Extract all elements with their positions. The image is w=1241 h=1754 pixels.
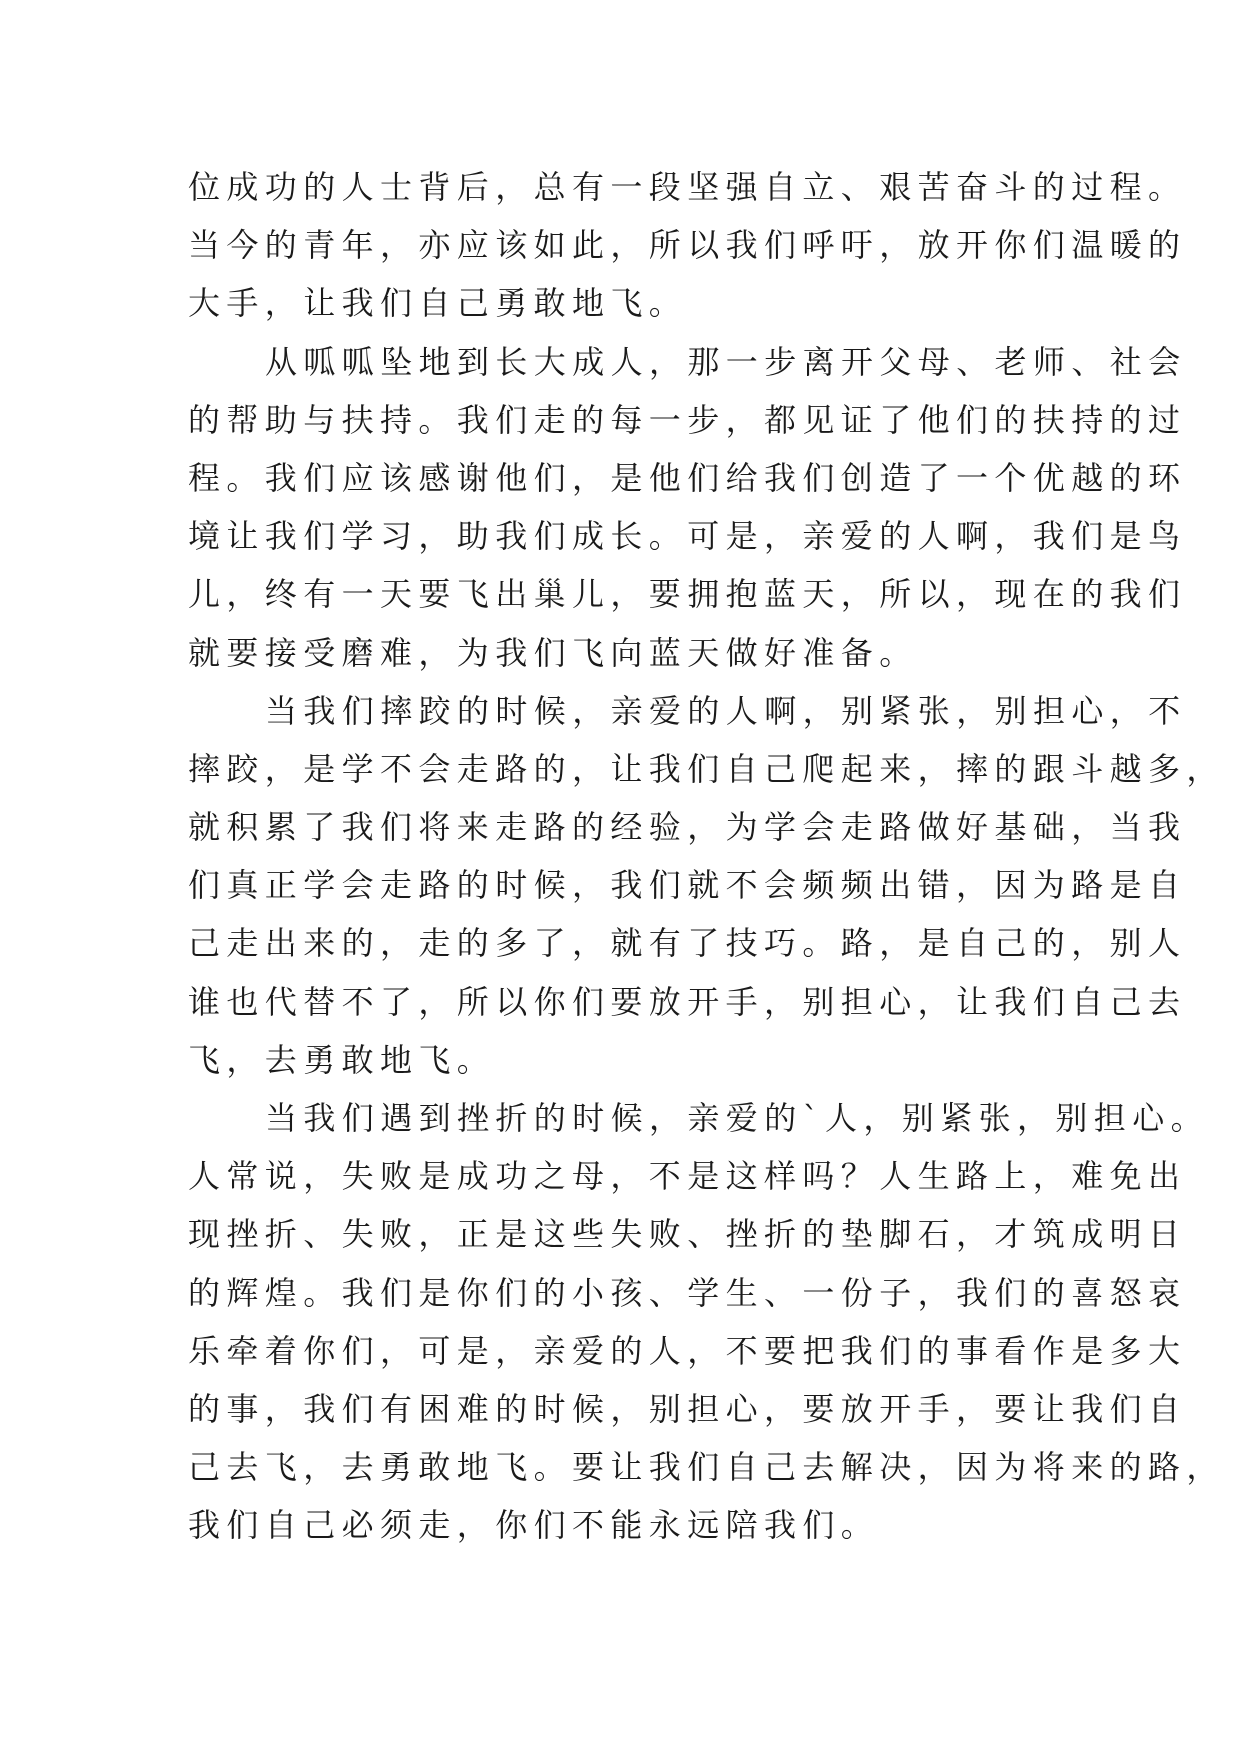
text-line: 谁也代替不了，所以你们要放开手，别担心，让我们自己去: [188, 982, 1187, 1021]
text-line: 我们自己必须走，你们不能永远陪我们。: [188, 1506, 880, 1545]
text-line: 就积累了我们将来走路的经验，为学会走路做好基础，当我: [188, 808, 1187, 847]
text-line: 人常说，失败是成功之母，不是这样吗？人生路上，难免出: [188, 1157, 1187, 1196]
text-line: 们真正学会走路的时候，我们就不会频频出错，因为路是自: [188, 866, 1187, 905]
paragraph-first-line: 当我们遇到挫折的时候，亲爱的`人，别紧张，别担心。: [265, 1099, 1210, 1137]
text-line: 摔跤，是学不会走路的，让我们自己爬起来，摔的跟斗越多，: [188, 749, 1225, 788]
text-line: 己去飞，去勇敢地飞。要让我们自己去解决，因为将来的路，: [188, 1448, 1225, 1487]
text-line: 飞，去勇敢地飞。: [188, 1040, 496, 1079]
text-line: 己走出来的，走的多了，就有了技巧。路，是自己的，别人: [188, 924, 1187, 963]
text-line: 儿，终有一天要飞出巢儿，要拥抱蓝天，所以，现在的我们: [188, 575, 1187, 614]
paragraph-first-line: 从呱呱坠地到长大成人，那一步离开父母、老师、社会: [265, 342, 1187, 381]
text-line: 位成功的人士背后，总有一段坚强自立、艰苦奋斗的过程。: [188, 168, 1187, 206]
text-line: 程。我们应该感谢他们，是他们给我们创造了一个优越的环: [188, 458, 1187, 497]
text-line: 就要接受磨难，为我们飞向蓝天做好准备。: [188, 633, 918, 672]
paragraph-first-line: 当我们摔跤的时候，亲爱的人啊，别紧张，别担心，不: [265, 691, 1187, 730]
text-line: 当今的青年，亦应该如此，所以我们呼吁，放开你们温暖的: [188, 226, 1187, 265]
text-line: 的帮助与扶持。我们走的每一步，都见证了他们的扶持的过: [188, 400, 1187, 439]
text-line: 境让我们学习，助我们成长。可是，亲爱的人啊，我们是鸟: [188, 517, 1187, 556]
text-line: 乐牵着你们，可是，亲爱的人，不要把我们的事看作是多大: [188, 1331, 1187, 1370]
text-line: 大手，让我们自己勇敢地飞。: [188, 284, 688, 323]
text-line: 的辉煌。我们是你们的小孩、学生、一份子，我们的喜怒哀: [188, 1273, 1187, 1312]
text-line: 现挫折、失败，正是这些失败、挫折的垫脚石，才筑成明日: [188, 1215, 1187, 1254]
text-line: 的事，我们有困难的时候，别担心，要放开手，要让我们自: [188, 1389, 1187, 1428]
body-text: [188, 158, 1225, 1555]
